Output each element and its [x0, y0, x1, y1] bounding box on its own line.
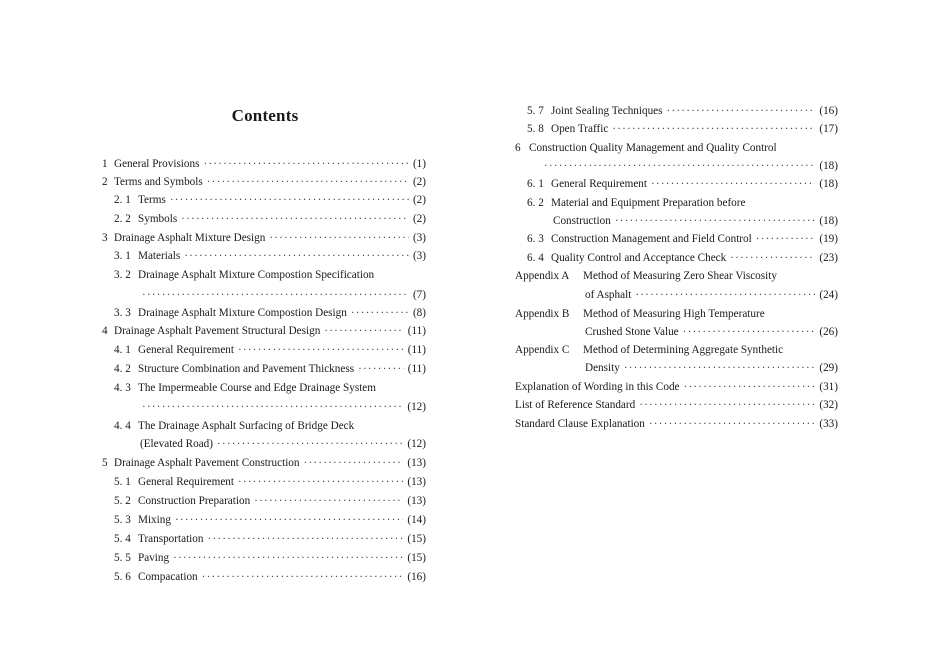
toc-entry-title: General Provisions — [114, 158, 200, 170]
toc-entry-title: The Impermeable Course and Edge Drainage System — [138, 382, 376, 394]
toc-entry-title: Quality Control and Acceptance Check — [551, 252, 727, 264]
toc-entry-title: Standard Clause Explanation — [515, 418, 645, 430]
dot-leader — [324, 324, 403, 338]
toc-entry-title: General Requirement — [138, 344, 234, 356]
toc-entry-page: (17) — [819, 123, 838, 135]
toc-entry-number: 2 — [102, 176, 108, 188]
toc-entry-page: (2) — [412, 213, 426, 225]
toc-entry-title: Drainage Asphalt Mixture Compostion Specification — [138, 269, 375, 281]
toc-entry-number: 3. 3 — [114, 307, 131, 319]
toc-entry-title: Terms and Symbols — [114, 176, 203, 188]
dot-leader — [684, 380, 816, 394]
toc-entry-number: 2. 2 — [114, 213, 131, 225]
dot-leader — [238, 475, 403, 489]
toc-entry-page: (16) — [819, 105, 838, 117]
toc-entry[interactable] — [114, 249, 426, 263]
toc-entry-title: Transportation — [138, 533, 204, 545]
toc-entry[interactable] — [114, 306, 426, 320]
toc-entry-title: Drainage Asphalt Pavement Construction — [114, 457, 300, 469]
toc-entry-page: (13) — [407, 476, 426, 488]
toc-entry-number: 5 — [102, 457, 108, 469]
toc-entry[interactable] — [114, 513, 426, 527]
toc-entry-page: (2) — [412, 194, 426, 206]
toc-entry-title: of Asphalt — [585, 289, 632, 301]
toc-entry[interactable] — [102, 175, 426, 189]
toc-entry[interactable] — [114, 362, 426, 376]
toc-entry-number: 4. 1 — [114, 344, 131, 356]
toc-entry-number: 5. 1 — [114, 476, 131, 488]
dot-leader — [612, 122, 815, 136]
dot-leader — [181, 212, 409, 226]
toc-entry-number: 6 — [515, 142, 521, 154]
toc-entry-title: Drainage Asphalt Pavement Structural Design — [114, 325, 321, 337]
toc-entry-page: (2) — [412, 176, 426, 188]
toc-entry-title: The Drainage Asphalt Surfacing of Bridge Deck — [138, 420, 355, 432]
toc-entry[interactable] — [102, 231, 426, 245]
toc-entry-page: (7) — [412, 289, 426, 301]
toc-entry-number: 5. 2 — [114, 495, 131, 507]
toc-entry-page: (11) — [407, 363, 426, 375]
toc-entry-number: Appendix B — [515, 308, 570, 320]
toc-entry-number: 3. 2 — [114, 269, 131, 281]
toc-entry[interactable] — [515, 417, 838, 431]
toc-entry-number: 4 — [102, 325, 108, 337]
toc-entry-number: 5. 4 — [114, 533, 131, 545]
toc-entry-number: 5. 7 — [527, 105, 544, 117]
toc-entry-title: Construction — [553, 215, 611, 227]
toc-entry-page: (12) — [407, 438, 426, 450]
dot-leader — [170, 193, 409, 207]
toc-entry[interactable] — [114, 212, 426, 226]
toc-entry[interactable] — [114, 400, 426, 414]
toc-entry[interactable] — [102, 157, 426, 171]
toc-entry[interactable] — [540, 159, 838, 173]
toc-entry-title: Construction Management and Field Control — [551, 233, 752, 245]
dot-leader — [615, 214, 816, 228]
toc-entry-title: Method of Measuring Zero Shear Viscosity — [583, 270, 777, 282]
toc-entry[interactable] — [527, 232, 838, 246]
toc-entry[interactable] — [515, 398, 838, 412]
toc-entry-page: (3) — [412, 250, 426, 262]
toc-entry-page: (18) — [819, 160, 838, 172]
toc-entry-page: (15) — [407, 552, 426, 564]
toc-entry-title: Method of Measuring High Temperature — [583, 308, 765, 320]
toc-entry-title: Terms — [138, 194, 166, 206]
toc-entry-number: 6. 4 — [527, 252, 544, 264]
toc-entry-page: (12) — [407, 401, 426, 413]
dot-leader — [142, 400, 403, 414]
dot-leader — [304, 456, 404, 470]
dot-leader — [358, 362, 404, 376]
toc-entry[interactable] — [114, 532, 426, 546]
toc-entry-page: (26) — [819, 326, 838, 338]
toc-entry-number: 5. 5 — [114, 552, 131, 564]
toc-entry-page: (3) — [412, 232, 426, 244]
toc-entry-page: (29) — [819, 362, 838, 374]
toc-entry-page: (13) — [407, 457, 426, 469]
dot-leader — [649, 417, 815, 431]
toc-entry-title: Mixing — [138, 514, 171, 526]
toc-entry-title: Structure Combination and Pavement Thickness — [138, 363, 355, 375]
toc-entry-number: 4. 4 — [114, 420, 131, 432]
contents-heading: Contents — [231, 106, 299, 125]
dot-leader — [639, 398, 815, 412]
toc-entry[interactable] — [114, 193, 426, 207]
dot-leader — [683, 325, 816, 339]
dot-leader — [203, 157, 409, 171]
toc-entry[interactable] — [515, 288, 838, 302]
toc-entry-number: Appendix A — [515, 270, 570, 282]
dot-leader — [184, 249, 409, 263]
toc-entry-number: 5. 8 — [527, 123, 544, 135]
dot-leader — [207, 175, 409, 189]
toc-entry-page: (31) — [819, 381, 838, 393]
toc-entry[interactable] — [515, 380, 838, 394]
toc-entry-number: 3 — [102, 232, 108, 244]
toc-entry[interactable] — [515, 307, 765, 321]
toc-entry[interactable] — [114, 437, 426, 451]
toc-entry-number: 2. 1 — [114, 194, 131, 206]
dot-leader — [173, 551, 403, 565]
dot-leader — [635, 288, 815, 302]
dot-leader — [544, 159, 815, 173]
toc-entry[interactable] — [114, 570, 426, 584]
toc-entry[interactable] — [527, 122, 838, 136]
dot-leader — [651, 177, 815, 191]
toc-entry-page: (1) — [412, 158, 426, 170]
toc-entry-title: Open Traffic — [551, 123, 609, 135]
toc-entry[interactable] — [114, 475, 426, 489]
toc-entry-title: Material and Equipment Preparation before — [551, 197, 746, 209]
toc-entry[interactable] — [114, 419, 354, 433]
toc-entry-title: Symbols — [138, 213, 178, 225]
dot-leader — [175, 513, 403, 527]
toc-entry[interactable] — [114, 381, 376, 395]
toc-entry-title: Crushed Stone Value — [585, 326, 679, 338]
toc-entry-title: (Elevated Road) — [140, 438, 213, 450]
toc-entry-number: 6. 1 — [527, 178, 544, 190]
toc-entry[interactable] — [114, 494, 426, 508]
toc-entry-title: Paving — [138, 552, 170, 564]
toc-entry[interactable] — [102, 324, 426, 338]
toc-entry-page: (33) — [819, 418, 838, 430]
dot-leader — [624, 361, 816, 375]
toc-entry-number: 4. 3 — [114, 382, 131, 394]
dot-leader — [756, 232, 816, 246]
toc-entry-number: Appendix C — [515, 344, 570, 356]
toc-entry-page: (18) — [819, 178, 838, 190]
toc-entry-page: (16) — [407, 571, 426, 583]
toc-entry-page: (13) — [407, 495, 426, 507]
toc-entry-title: Density — [585, 362, 620, 374]
toc-entry-title: Method of Determining Aggregate Synthetic — [583, 344, 784, 356]
toc-entry-page: (24) — [819, 289, 838, 301]
dot-leader — [142, 288, 409, 302]
toc-entry[interactable] — [527, 177, 838, 191]
toc-entry-page: (32) — [819, 399, 838, 411]
toc-entry-number: 1 — [102, 158, 108, 170]
dot-leader — [667, 104, 816, 118]
toc-entry[interactable] — [527, 196, 745, 210]
toc-entry[interactable] — [527, 214, 838, 228]
toc-entry[interactable] — [114, 268, 374, 282]
toc-entry-number: 6. 3 — [527, 233, 544, 245]
toc-entry[interactable] — [114, 288, 426, 302]
toc-entry[interactable] — [515, 141, 777, 155]
toc-entry[interactable] — [515, 325, 838, 339]
toc-entry[interactable] — [515, 361, 838, 375]
toc-entry-page: (11) — [407, 325, 426, 337]
toc-entry-number: 5. 6 — [114, 571, 131, 583]
toc-entry-title: General Requirement — [551, 178, 647, 190]
toc-entry[interactable] — [102, 456, 426, 470]
dot-leader — [269, 231, 409, 245]
toc-entry-number: 4. 2 — [114, 363, 131, 375]
dot-leader — [254, 494, 403, 508]
toc-entry-page: (14) — [407, 514, 426, 526]
toc-entry[interactable] — [527, 251, 838, 265]
toc-entry[interactable] — [114, 343, 426, 357]
toc-entry-title: List of Reference Standard — [515, 399, 636, 411]
dot-leader — [238, 343, 404, 357]
dot-leader — [207, 532, 403, 546]
toc-entry-title: Drainage Asphalt Mixture Compostion Design — [138, 307, 347, 319]
toc-entry[interactable] — [114, 551, 426, 565]
dot-leader — [217, 437, 403, 451]
toc-entry-number: 5. 3 — [114, 514, 131, 526]
toc-entry-title: General Requirement — [138, 476, 234, 488]
toc-entry-page: (15) — [407, 533, 426, 545]
toc-entry-title: Joint Sealing Techniques — [551, 105, 663, 117]
dot-leader — [351, 306, 409, 320]
toc-entry-page: (23) — [819, 252, 838, 264]
toc-entry-title: Construction Quality Management and Quality Control — [529, 142, 777, 154]
toc-entry-page: (19) — [819, 233, 838, 245]
toc-entry-title: Explanation of Wording in this Code — [515, 381, 680, 393]
toc-entry-title: Construction Preparation — [138, 495, 251, 507]
toc-entry-number: 3. 1 — [114, 250, 131, 262]
toc-entry[interactable] — [527, 104, 838, 118]
toc-entry[interactable] — [515, 269, 777, 283]
toc-entry[interactable] — [515, 343, 783, 357]
toc-entry-title: Materials — [138, 250, 181, 262]
toc-entry-page: (11) — [407, 344, 426, 356]
dot-leader — [730, 251, 815, 265]
toc-entry-title: Drainage Asphalt Mixture Design — [114, 232, 266, 244]
toc-entry-page: (18) — [819, 215, 838, 227]
toc-entry-page: (8) — [412, 307, 426, 319]
dot-leader — [202, 570, 404, 584]
toc-entry-title: Compacation — [138, 571, 198, 583]
toc-entry-number: 6. 2 — [527, 197, 544, 209]
